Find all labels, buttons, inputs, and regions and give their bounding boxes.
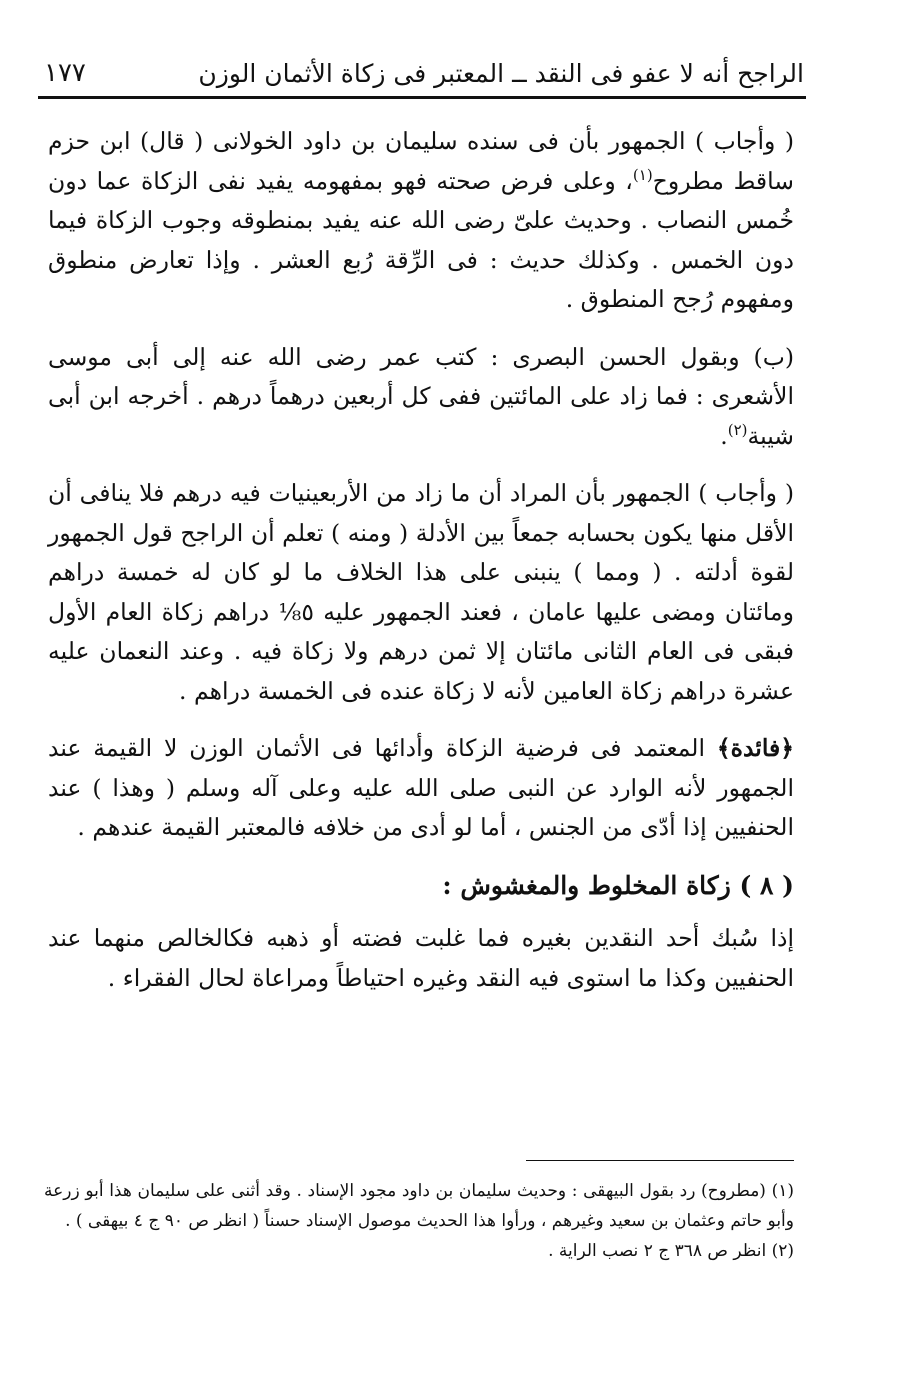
faida-label: ﴿فائدة﴾ <box>716 734 794 762</box>
paragraph-text: (ب) وبقول الحسن البصرى : كتب عمر رضى الله عنه إلى أبى موسى الأشعرى : فما زاد على المائتين ففى كل أربعين درهماً درهم . أخرجه ابن أبى شيبة <box>48 342 794 450</box>
footnote-ref-1: (١) <box>632 165 653 184</box>
paragraph-mixed-metals: إذا سُبك أحد النقدين بغيره فما غلبت فضته أو ذهبه فكالخالص منهما عند الحنفيين وكذا ما استوى فيه النقد وغيره احتياطاً ومراعاة لحال الفقراء . <box>48 924 794 992</box>
running-header-title: الراجح أنه لا عفو فى النقد ــ المعتبر فى زكاة الأثمان الوزن <box>198 59 804 88</box>
paragraph-jumhur-reply-1 <box>48 122 794 320</box>
footnote-ref-2: (٢) <box>727 420 748 439</box>
paragraph-faida <box>48 729 794 848</box>
footnote-rule <box>526 1160 794 1161</box>
paragraph-hasan-basri <box>48 338 794 457</box>
footnote-2: (٢) انظر ص ٣٦٨ ج ٢ نصب الراية . <box>548 1241 794 1261</box>
paragraph-text: المعتمد فى فرضية الزكاة وأدائها فى الأثمان الوزن لا القيمة عند الجمهور لأنه الوارد عن النبى صلى الله عليه وعلى آله وسلم ( وهذا ) عند الحنفيين إذا أدّى من الجنس ، أما لو أدى من خلافه فالمعتبر القيمة عندهم . <box>48 734 794 841</box>
page-number: ١٧٧ <box>44 58 86 88</box>
main-text <box>48 122 794 1016</box>
running-header <box>44 40 804 88</box>
header-rule <box>38 96 806 99</box>
paragraph-jumhur-reply-2: ( وأجاب ) الجمهور بأن المراد أن ما زاد من الأربعينيات فيه درهم فلا ينافى أن الأقل منها يكون بحسابه جمعاً بين الأدلة ( ومنه ) تعلم أن الراجح قول الجمهور لقوة أدلته . ( ومما ) ينبنى على هذا الخلاف ما لو كان له خمسة دراهم ومائتان ومضى عليها عامان ، فعند الجمهور عليه ٥⅛ دراهم زكاة العام الأول فبقى فى العام الثانى مائتان إلا ثمن درهم ولا زكاة فيه . وعند النعمان عليه عشرة دراهم زكاة العامين لأنه لا زكاة عنده فى الخمسة دراهم . <box>48 479 794 705</box>
section-heading: ( ٨ ) زكاة المخلوط والمغشوش : <box>442 870 794 900</box>
footnotes <box>44 1176 794 1266</box>
paragraph-text: . <box>720 421 728 450</box>
footnote-1: (١) (مطروح) رد بقول البيهقى : وحديث سليمان بن داود مجود الإسناد . وقد أثنى على سليمان هذا أبو زرعة وأبو حاتم وعثمان بن سعيد وغيرهم ، ورأوا هذا الحديث موصول الإسناد حسناً ( انظر ص ٩٠ ج ٤ بيهقى ) . <box>44 1181 794 1231</box>
paragraph-text: ( وأجاب ) الجمهور بأن فى سنده سليمان بن داود الخولانى ( قال) ابن حزم ساقط مطروح <box>48 127 794 195</box>
paragraph-text: ، وعلى فرض صحته فهو بمفهومه يفيد نفى الزكاة عما دون خُمس النصاب . وحديث علىّ رضى الله عنه يفيد بمنطوقه وجوب الزكاة فيما دون الخمس . وكذلك حديث : فى الرِّقة رُبع العشر . وإذا تعارض منطوق ومفهوم رُجح المنطوق . <box>48 166 794 313</box>
